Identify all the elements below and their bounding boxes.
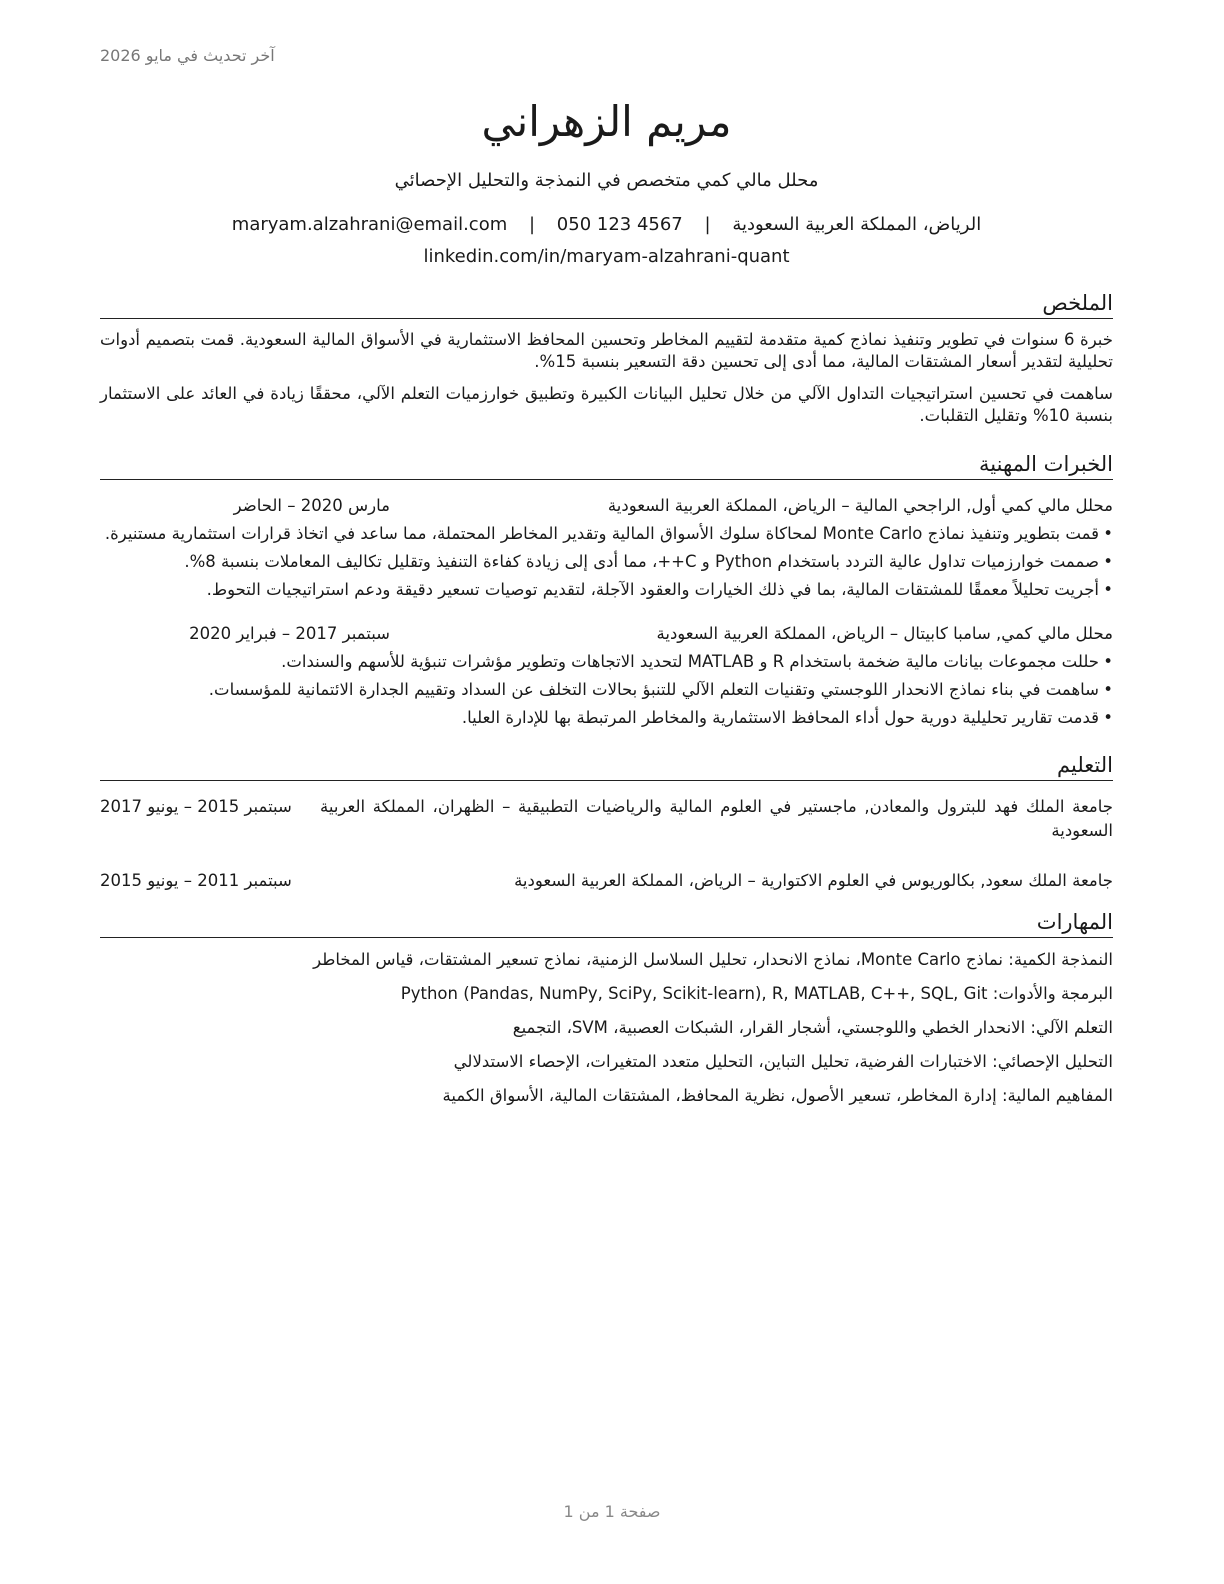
contact-separator: | [704, 214, 711, 235]
education-item [100, 795, 1113, 843]
job-dates: سبتمبر 2017 – فبراير 2020 [189, 624, 390, 643]
summary-paragraph: ساهمت في تحسين استراتيجيات التداول الآلي من خلال تحليل البيانات الكبيرة وتطبيق خوارزميات التعلم الآلي، محققًا زيادة في العائد على الاستثمار بنسبة 10% وتقليل التقلبات. [100, 384, 1113, 425]
education-institution: جامعة الملك سعود, بكالوريوس في العلوم الاكتوارية – الرياض، المملكة العربية السعودية [514, 871, 1113, 890]
contact-email[interactable]: maryam.alzahrani@email.com [231, 214, 508, 235]
skill-line: النمذجة الكمية: نماذج Monte Carlo، نماذج الانحدار، تحليل السلاسل الزمنية، نماذج تسعير المشتقات، قياس المخاطر [313, 950, 1113, 969]
job-bullet: • صممت خوارزميات تداول عالية التردد باستخدام Python و C++، مما أدى إلى زيادة كفاءة التنفيذ وتقليل تكاليف المعاملات بنسبة 8%. [100, 550, 1113, 574]
job-heading [100, 622, 1113, 646]
section-title-education: التعليم [100, 750, 1113, 781]
candidate-tagline: محلل مالي كمي متخصص في النمذجة والتحليل الإحصائي [394, 170, 819, 191]
summary-paragraph: خبرة 6 سنوات في تطوير وتنفيذ نماذج كمية متقدمة لتقييم المخاطر وتحسين المحافظ الاستثمارية في الأسواق المالية السعودية. قمت بتصميم أدوات تحليلية لتقدير أسعار المشتقات المالية، مما أدى إلى تحسين دقة التسعير بنسبة 15%. [100, 330, 1113, 371]
education-institution: جامعة الملك فهد للبترول والمعادن, ماجستير في العلوم المالية والرياضيات التطبيقية – الظهران، المملكة العربية السعودية [320, 797, 1113, 840]
contact-location: الرياض، المملكة العربية السعودية [732, 214, 982, 235]
job-bullet: • قدمت تقارير تحليلية دورية حول أداء المحافظ الاستثمارية والمخاطر المرتبطة بها للإدارة العليا. [100, 706, 1113, 730]
job-dates: مارس 2020 – الحاضر [233, 496, 390, 515]
section-title-experience: الخبرات المهنية [100, 449, 1113, 480]
education-dates: سبتمبر 2015 – يونيو 2017 [100, 797, 292, 816]
job-bullet: • أجريت تحليلاً معمقًا للمشتقات المالية، بما في ذلك الخيارات والعقود الآجلة، لتقديم توصيات تسعير دقيقة ودعم استراتيجيات التحوط. [100, 578, 1113, 602]
contact-linkedin[interactable]: linkedin.com/in/maryam-alzahrani-quant [423, 246, 790, 267]
job-title: محلل مالي كمي, سامبا كابيتال – الرياض، المملكة العربية السعودية [656, 624, 1113, 643]
skill-line: التعلم الآلي: الانحدار الخطي واللوجستي، أشجار القرار، الشبكات العصبية، SVM، التجميع [512, 1018, 1113, 1037]
job-heading [100, 494, 1113, 518]
last-updated: آخر تحديث في مايو 2026 [100, 46, 275, 65]
candidate-name: مريم الزهراني [481, 97, 732, 146]
contact-separator: | [528, 214, 536, 235]
section-title-summary: الملخص [100, 288, 1113, 319]
contact-phone: 050 123 4567 [556, 214, 683, 235]
contact-line [100, 212, 1113, 238]
job-bullets [100, 522, 1113, 602]
education-dates: سبتمبر 2011 – يونيو 2015 [100, 871, 292, 890]
job-bullet: • حللت مجموعات بيانات مالية ضخمة باستخدام R و MATLAB لتحديد الاتجاهات وتطوير مؤشرات تنبؤية للأسهم والسندات. [100, 650, 1113, 674]
job-bullet: • قمت بتطوير وتنفيذ نماذج Monte Carlo لمحاكاة سلوك الأسواق المالية وتقدير المخاطر المحتملة، مما ساعد في اتخاذ قرارات استثمارية مستنيرة. [100, 522, 1113, 546]
page-number: صفحة 1 من 1 [563, 1502, 661, 1521]
section-title-skills: المهارات [100, 907, 1113, 938]
resume-content [100, 92, 1113, 1108]
skill-line: المفاهيم المالية: إدارة المخاطر، تسعير الأصول، نظرية المحافظ، المشتقات المالية، الأسواق الكمية [442, 1086, 1113, 1105]
job-title: محلل مالي كمي أول, الراجحي المالية – الرياض، المملكة العربية السعودية [607, 496, 1113, 515]
skill-line: التحليل الإحصائي: الاختبارات الفرضية، تحليل التباين، التحليل متعدد المتغيرات، الإحصاء الاستدلالي [453, 1052, 1113, 1071]
job-bullet: • ساهمت في بناء نماذج الانحدار اللوجستي وتقنيات التعلم الآلي للتنبؤ بحالات التخلف عن السداد وتقييم الجدارة الائتمانية للمؤسسات. [100, 678, 1113, 702]
job-bullets [100, 650, 1113, 730]
education-item [100, 869, 1113, 893]
skill-line: البرمجة والأدوات: Python (Pandas, NumPy, SciPy, Scikit-learn), R, MATLAB, C++, SQL, Git [400, 984, 1113, 1003]
